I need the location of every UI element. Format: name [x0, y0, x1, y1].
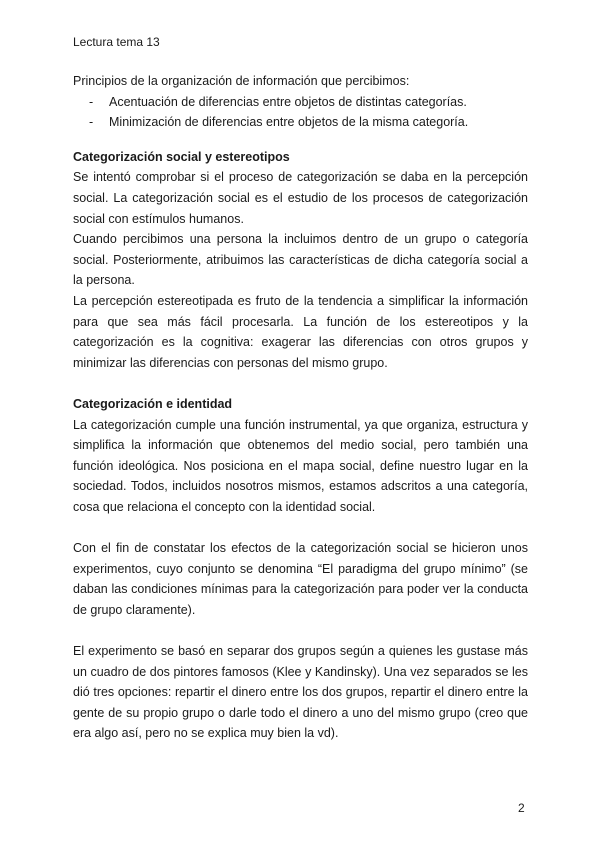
list-item — [73, 112, 528, 133]
bullet-dash: - — [89, 94, 94, 109]
paragraph: La percepción estereotipada es fruto de la tendencia a simplificar la información para que sea más fácil procesarla. La función de los estereotipos y la categorización es la cognitiva: exagerar las diferencias con otros grupos y minimizar las diferencias con personas del mismo grupo. — [73, 293, 528, 370]
paragraph: Con el fin de constatar los efectos de la categorización social se hicieron unos experimentos, cuyo conjunto se denomina “El paradigma del grupo mínimo” (se daban las condiciones mínimas para la categorización para poder ver la conducta de grupo claramente). — [73, 541, 528, 617]
paragraph: Cuando percibimos una persona la incluimos dentro de un grupo o categoría social. Posteriormente, atribuimos las características de dicha categoría social a la persona. — [73, 232, 528, 288]
paragraph: El experimento se basó en separar dos grupos según a quienes les gustase más un cuadro de dos pintores famosos (Klee y Kandinsky). Una vez separados se les dió tres opciones: repartir el dinero entre los dos grupos, repartir el dinero entre la gente de su propio grupo o darle todo el dinero a uno del mismo grupo (creo que era algo así, pero no se explica muy bien la vd). — [73, 644, 528, 741]
list-item-text: Acentuación de diferencias entre objetos de distintas categorías. — [109, 94, 467, 109]
page-header: Lectura tema 13 — [73, 35, 160, 49]
list-item — [73, 92, 528, 113]
section-heading-identity: Categorización e identidad — [73, 396, 233, 411]
page-content — [73, 71, 528, 744]
intro-text: Principios de la organización de información que percibimos: — [73, 74, 410, 88]
list-item-text: Minimización de diferencias entre objetos de la misma categoría. — [109, 115, 469, 130]
principles-list — [73, 92, 528, 133]
section-heading-stereotypes: Categorización social y estereotipos — [73, 149, 290, 164]
paragraph: Se intentó comprobar si el proceso de categorización se daba en la percepción social. La categorización social es el estudio de los procesos de categorización social con estímulos humanos. — [73, 170, 528, 226]
paragraph: La categorización cumple una función instrumental, ya que organiza, estructura y simplifica la información que obtenemos del medio social, pero también una función ideológica. Nos posiciona en el mapa social, define nuestro lugar en la sociedad. Todos, incluidos nosotros mismos, estamos adscritos a una categoría, cosa que relaciona el concepto con la identidad social. — [73, 417, 528, 514]
page-number: 2 — [518, 801, 525, 815]
bullet-dash: - — [89, 115, 94, 130]
